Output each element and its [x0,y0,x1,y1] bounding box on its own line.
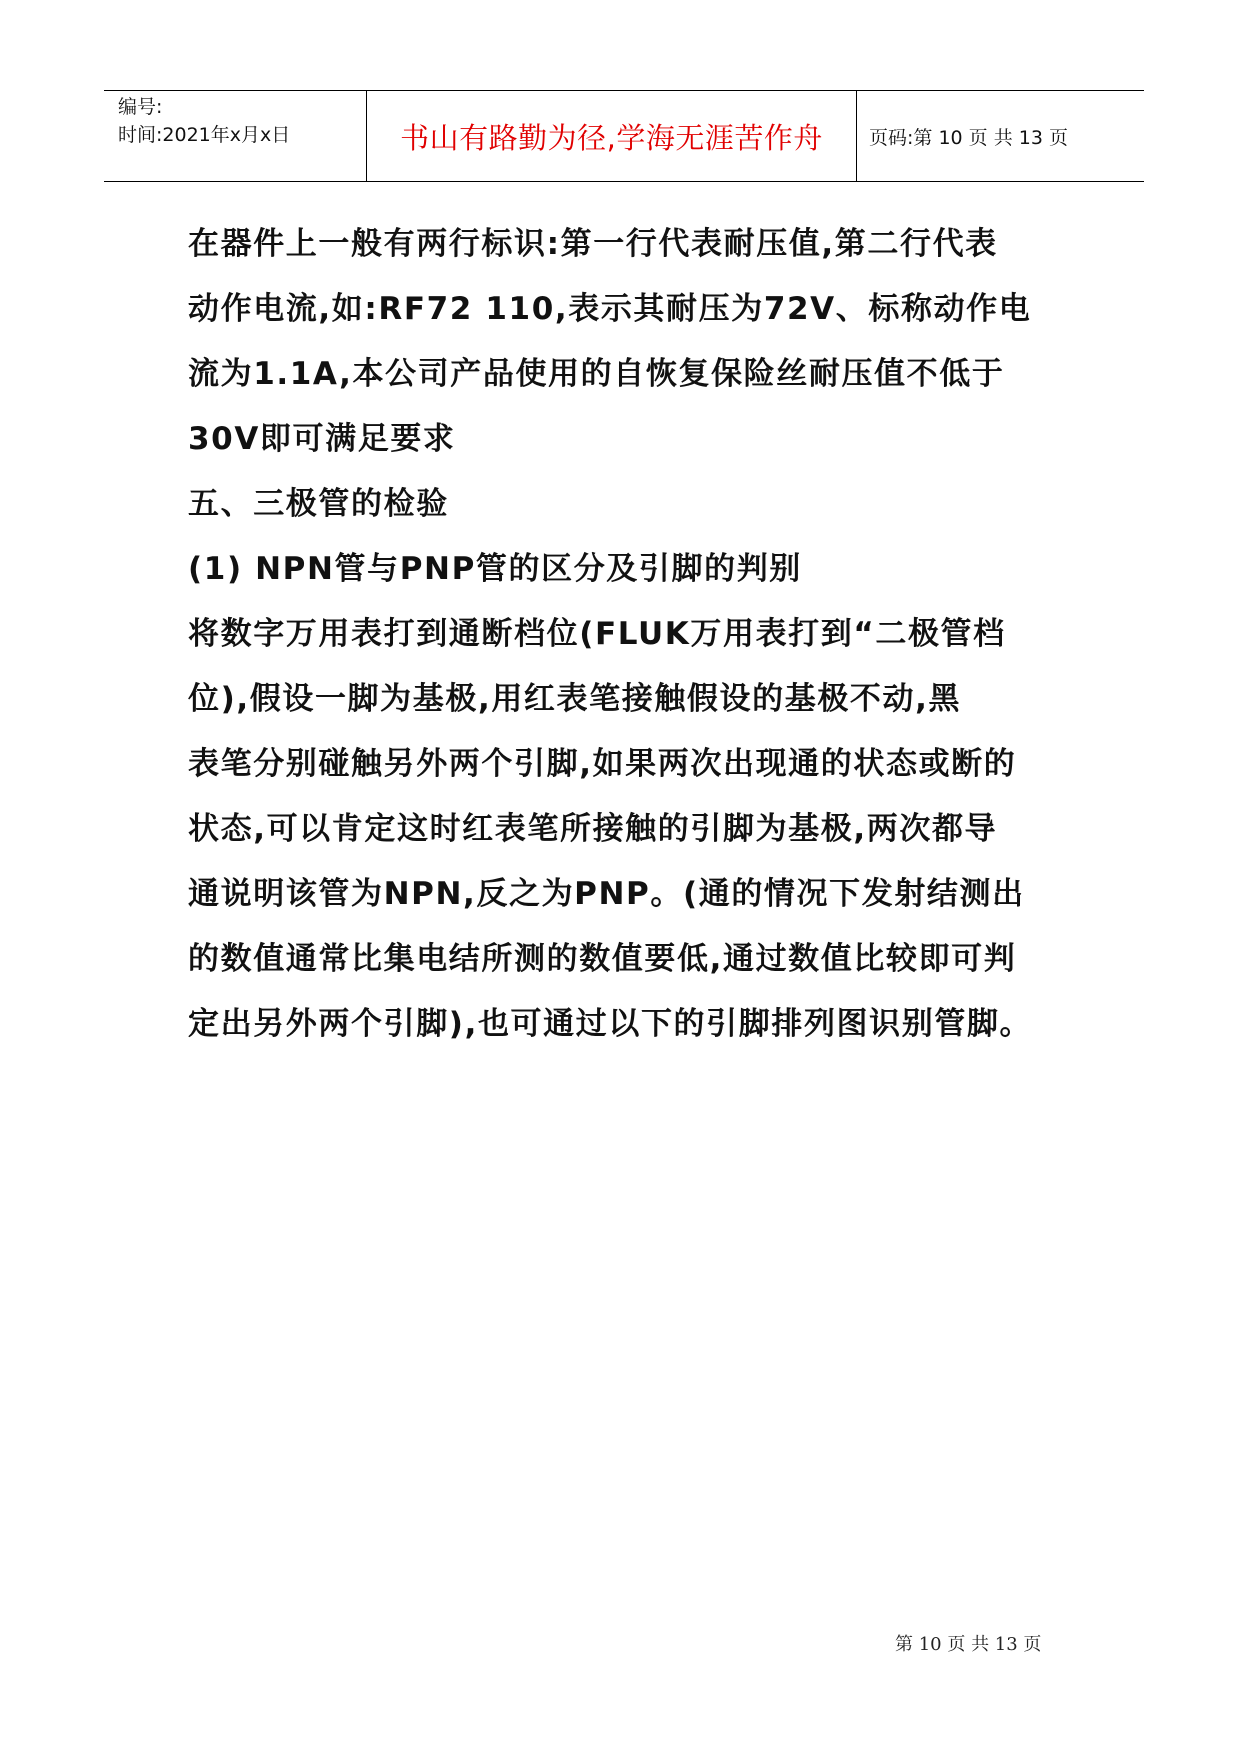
page-header [104,90,1144,182]
body-line: 位),假设一脚为基极,用红表笔接触假设的基极不动,黑 [188,681,962,717]
body-line: 30V即可满足要求 [188,421,456,457]
body-line: 通说明该管为NPN,反之为PNP。(通的情况下发射结测出 [188,876,1025,912]
body-line: 定出另外两个引脚),也可通过以下的引脚排列图识别管脚。 [188,1006,1033,1042]
header-motto: 书山有路勤为径,学海无涯苦作舟 [400,120,823,155]
body-line: 将数字万用表打到通断档位(FLUK万用表打到“二极管档 [188,616,1006,652]
document-body [188,212,1068,1057]
page-footer: 第 10 页 共 13 页 [895,1634,1042,1655]
header-page-cell [857,91,1144,181]
header-motto-cell [367,91,857,181]
body-line: 表笔分别碰触另外两个引脚,如果两次出现通的状态或断的 [188,746,1017,782]
body-line: 动作电流,如:RF72 110,表示其耐压为72V、标称动作电 [188,291,1032,327]
body-line: 流为1.1A,本公司产品使用的自恢复保险丝耐压值不低于 [188,356,1005,392]
header-page-info: 页码:第 10 页 共 13 页 [869,126,1068,149]
document-number-label: 编号: [118,96,163,118]
subsection-heading: (1) NPN管与PNP管的区分及引脚的判别 [188,551,802,587]
header-meta [104,91,367,181]
body-line: 状态,可以肯定这时红表笔所接触的引脚为基极,两次都导 [188,811,998,847]
body-line: 的数值通常比集电结所测的数值要低,通过数值比较即可判 [188,941,1017,977]
body-line: 在器件上一般有两行标识:第一行代表耐压值,第二行代表 [188,226,998,262]
section-heading: 五、三极管的检验 [188,486,449,522]
document-time-label: 时间:2021年x月x日 [118,124,291,146]
